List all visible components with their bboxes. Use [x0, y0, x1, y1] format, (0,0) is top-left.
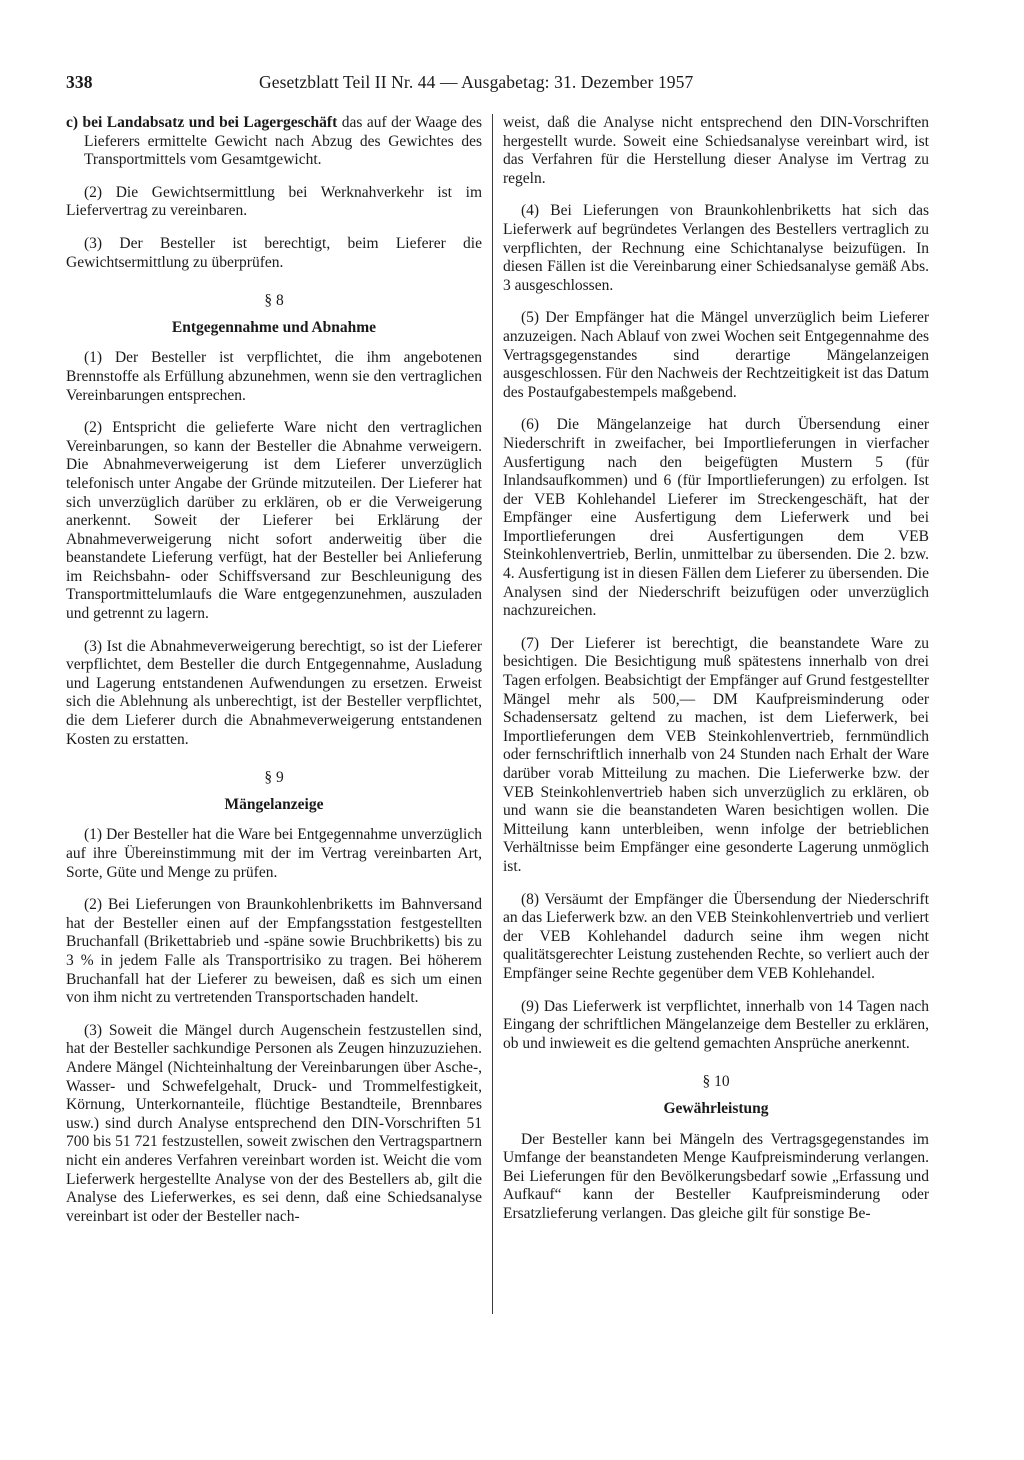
paragraph: (9) Das Lieferwerk ist verpflichtet, innerhalb von 14 Tagen nach Eingang der schriftlichen Mängelanzeige dem Besteller zu erklären, ob und inwieweit es die geltend gemachten Ansprüche anerkennt.: [503, 997, 929, 1052]
paragraph: (8) Versäumt der Empfänger die Übersendung der Niederschrift an das Lieferwerk bzw. an den VEB Steinkohlenvertrieb und verliert der VEB Kohlehandel dadurch seine ihm wegen nicht qualitätsgerechter Leistung zustehenden Rechte, so verliert auch der Empfänger seine Rechte gegenüber dem VEB Kohlehandel.: [503, 890, 929, 982]
paragraph: (7) Der Lieferer ist berechtigt, die beanstandete Ware zu besichtigen. Die Besichtigung muß spätestens innerhalb von drei Tagen erfolgen. Beabsichtigt der Empfänger auf Grund festgestellter Mängel mehr als 500,— DM Kaufpreisminderung oder Schadensersatz geltend zu machen, ist dem Lieferwerk, bei Importlieferungen dem VEB Steinkohlenvertrieb, fernmündlich oder fernschriftlich innerhalb von 24 Stunden nach Erhalt der Ware darüber vorab Mitteilung zu machen. Die Lieferwerke bzw. der VEB Steinkohlenvertrieb haben sich unverzüglich zu erklären, ob und wann sie die beanstandeten Waren besichtigen wollen. Die Mitteilung kann unterbleiben, wenn infolge der betrieblichen Verhältnisse beim Empfänger eine gesonderte Lagerung unmöglich ist.: [503, 634, 929, 875]
paragraph-continued: weist, daß die Analyse nicht entsprechend den DIN-Vorschriften hergestellt wurde. Soweit eine Schiedsanalyse vereinbart wird, ist das Verfahren für die Herstellung dieser Analyse im Vertrag zu regeln.: [503, 114, 929, 187]
right-column: [503, 114, 929, 1237]
section-title: Mängelanzeige: [224, 795, 324, 813]
paragraph: (4) Bei Lieferungen von Braunkohlenbriketts hat sich das Lieferwerk auf begründetes Verlangen des Bestellers vertraglich zu verpflichten, der Rechnung eine Schichtanalyse beizufügen. In diesen Fällen ist die Vereinbarung einer Schiedsanalyse gemäß Abs. 3 ausgeschlossen.: [503, 202, 929, 294]
section-title: Gewährleistung: [663, 1099, 769, 1117]
running-title: Gesetzblatt Teil II Nr. 44 — Ausgabetag: 31. Dezember 1957: [259, 72, 694, 92]
paragraph: (5) Der Empfänger hat die Mängel unverzüglich beim Lieferer anzuzeigen. Nach Ablauf von zwei Wochen seit Entgegennahme des Vertragsgegenstandes sind derartige Mängelanzeigen ausgeschlossen. Für den Nachweis der Rechtzeitigkeit ist das Datum des Postaufgabestempels maßgebend.: [503, 309, 929, 401]
section-title: Entgegennahme und Abnahme: [171, 318, 377, 336]
paragraph: (3) Ist die Abnahmeverweigerung berechtigt, so ist der Lieferer verpflichtet, dem Besteller die durch Entgegennahme, Ausladung und Lagerung entstandenen Aufwendungen zu ersetzen. Erweist sich die Ablehnung als unberechtigt, ist der Besteller verpflichtet, die dem Lieferer durch die Abnahmeverweigerung entstandenen Kosten zu erstatten.: [66, 637, 482, 748]
left-column: [66, 114, 482, 1240]
section-heading: § 8: [264, 292, 284, 310]
page-number: 338: [66, 72, 93, 92]
paragraph-item-c: [66, 114, 482, 170]
paragraph: (2) Die Gewichtsermittlung bei Werknahverkehr ist im Liefervertrag zu vereinbaren.: [66, 183, 482, 220]
section-heading: § 9: [264, 769, 284, 787]
section-heading: § 10: [702, 1073, 730, 1091]
item-c-text: das auf der Waage des Lieferers ermittelte Gewicht nach Abzug des Gewichtes des Transportmittels vom Gesamtgewicht.: [84, 114, 482, 169]
paragraph: (2) Entspricht die gelieferte Ware nicht den vertraglichen Vereinbarungen, so kann der Besteller die Abnahme verweigern. Die Abnahmeverweigerung ist dem Lieferer unverzüglich telefonisch unter Angabe der Gründe mitzuteilen. Der Lieferer hat sich unverzüglich darüber zu erklären, ob er die Verweigerung anerkennt. Soweit der Lieferer bei Erklärung der Abnahmeverweigerung nicht sofort anderweitig über die beanstandete Lieferung verfügt, hat der Besteller bei Anlieferung im Reichsbahn- oder Schiffsversand zur Beschleunigung des Transportmittelumlaufs die Ware entgegenzunehmen, auszuladen und getrennt zu lagern.: [66, 419, 482, 623]
paragraph: (2) Bei Lieferungen von Braunkohlenbriketts im Bahnversand hat der Besteller einen auf der Empfangsstation festgestellten Bruchanfall (Brikettabrieb und -späne sowie Bruchbriketts) bis zu 3 % in jedem Falle als Transportrisiko zu tragen. Bei höherem Bruchanfall hat der Lieferer zu beweisen, daß es sich um einen von ihm nicht zu vertretenden Transportschaden handelt.: [66, 896, 482, 1007]
paragraph: Der Besteller kann bei Mängeln des Vertragsgegenstandes im Umfange der beanstandeten Menge Kaufpreisminderung verlangen. Bei Lieferungen für den Bevölkerungsbedarf sowie „Erfassung und Aufkauf“ kann der Besteller Kaufpreisminderung oder Ersatzlieferung verlangen. Das gleiche gilt für sonstige Be-: [503, 1130, 929, 1222]
page-header: [66, 72, 946, 98]
paragraph: (6) Die Mängelanzeige hat durch Übersendung einer Niederschrift in zweifacher, bei Importlieferungen in vierfacher Ausfertigung nach den beigefügten Mustern 5 (für Inlandsaufkommen) und 6 (für Importlieferungen) zu erfolgen. Ist der VEB Kohlehandel Lieferer im Streckengeschäft, hat der Empfänger eine Ausfertigung dem Lieferwerk und bei Importlieferungen drei Ausfertigungen dem VEB Steinkohlenvertrieb, Berlin, unmittelbar zu übersenden. Die 2. bzw. 4. Ausfertigung ist in diesen Fällen dem Lieferer zu übersenden. Die Analysen sind der Niederschrift beizufügen oder unverzüglich nachzureichen.: [503, 416, 929, 620]
paragraph: (3) Soweit die Mängel durch Augenschein festzustellen sind, hat der Besteller sachkundige Personen als Zeugen hinzuzuziehen. Andere Mängel (Nichteinhaltung der Vereinbarungen über Asche-, Wasser- und Schwefelgehalt, Druck- und Trommelfestigkeit, Körnung, Unterkornanteile, flüchtige Bestandteile, Brennbares usw.) sind durch Analyse entsprechend den DIN-Vorschriften 51 700 bis 51 721 festzustellen, soweit zwischen den Vertragspartnern nicht ein anderes Verfahren vereinbart worden ist. Weicht die vom Lieferwerk hergestellte Analyse von der des Bestellers ab, gilt die Analyse des Lieferwerkes, es sei denn, daß eine Schiedsanalyse vereinbart ist oder der Besteller nach-: [66, 1021, 482, 1225]
paragraph: (1) Der Besteller hat die Ware bei Entgegennahme unverzüglich auf ihre Übereinstimmung mit der im Vertrag vereinbarten Art, Sorte, Güte und Menge zu prüfen.: [66, 826, 482, 881]
column-divider: [492, 114, 493, 1314]
item-c-label: c) bei Landabsatz und bei Lagergeschäft: [66, 114, 338, 131]
paragraph: (3) Der Besteller ist berechtigt, beim Lieferer die Gewichtsermittlung zu überprüfen.: [66, 234, 482, 271]
paragraph: (1) Der Besteller ist verpflichtet, die ihm angebotenen Brennstoffe als Erfüllung abzunehmen, wenn sie den vertraglichen Vereinbarungen entsprechen.: [66, 349, 482, 404]
